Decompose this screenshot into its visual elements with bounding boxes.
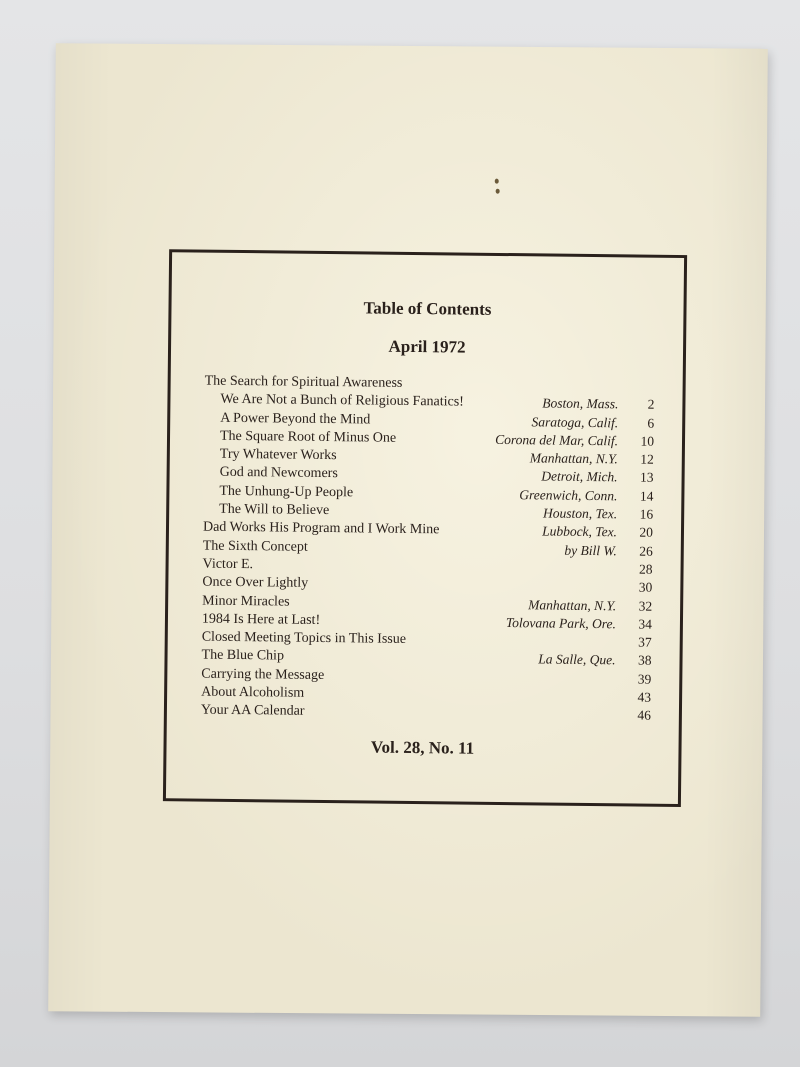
toc-entry-title: The Search for Spiritual Awareness bbox=[204, 373, 403, 391]
toc-entry-page: 2 bbox=[647, 396, 655, 413]
toc-entry-title: God and Newcomers bbox=[219, 465, 338, 482]
toc-list bbox=[201, 373, 655, 726]
toc-entry-page: 43 bbox=[637, 689, 652, 705]
toc-entry-page: 37 bbox=[638, 634, 652, 650]
toc-entry-title: Carrying the Message bbox=[201, 666, 325, 683]
toc-entry-page: 20 bbox=[639, 524, 654, 541]
toc-entry-title: Dad Works His Program and I Work Mine bbox=[202, 519, 440, 538]
issue-date: April 1972 bbox=[388, 336, 466, 357]
toc-entry-title: The Unhung-Up People bbox=[219, 483, 354, 501]
toc-entry-location: Saratoga, Calif. bbox=[531, 413, 619, 430]
toc-entry-location: Manhattan, N.Y. bbox=[528, 596, 617, 613]
toc-entry-page: 39 bbox=[637, 671, 652, 687]
toc-entry-page: 12 bbox=[640, 451, 654, 467]
toc-entry bbox=[201, 702, 651, 725]
toc-entry-location: Detroit, Mich. bbox=[541, 468, 618, 485]
toc-entry-page: 46 bbox=[637, 707, 651, 724]
toc-entry-title: The Blue Chip bbox=[201, 648, 285, 664]
toc-entry-location: by Bill W. bbox=[564, 542, 617, 558]
toc-entry-page: 14 bbox=[639, 488, 654, 504]
toc-entry-title: Your AA Calendar bbox=[200, 702, 305, 720]
toc-entry-title: The Will to Believe bbox=[219, 501, 330, 519]
toc-entry-title: Try Whatever Works bbox=[219, 446, 337, 464]
toc-entry-location: Houston, Tex. bbox=[542, 505, 618, 522]
toc-entry-location: La Salle, Que. bbox=[538, 651, 616, 668]
toc-title: Table of Contents bbox=[363, 298, 492, 319]
paper-speck bbox=[496, 189, 500, 194]
toc-entry-title: We Are Not a Bunch of Religious Fanatics! bbox=[220, 392, 464, 410]
issue-volume: Vol. 28, No. 11 bbox=[370, 737, 475, 758]
toc-entry-location: Corona del Mar, Calif. bbox=[495, 431, 619, 449]
toc-entry-title: Minor Miracles bbox=[202, 593, 290, 610]
table-of-contents-box bbox=[163, 249, 687, 807]
toc-entry-page: 6 bbox=[647, 415, 655, 431]
magazine-back-page bbox=[48, 43, 768, 1017]
toc-entry-title: Once Over Lightly bbox=[202, 574, 309, 592]
toc-entry-title: 1984 Is Here at Last! bbox=[201, 611, 321, 628]
toc-entry-title: About Alcoholism bbox=[201, 684, 305, 701]
toc-entry-page: 34 bbox=[638, 616, 653, 632]
toc-entry-page: 16 bbox=[639, 506, 654, 522]
toc-entry-page: 28 bbox=[638, 561, 653, 577]
toc-entry-page: 10 bbox=[640, 433, 655, 449]
toc-entry-title: Closed Meeting Topics in This Issue bbox=[201, 629, 407, 648]
toc-entry-title: The Sixth Concept bbox=[202, 538, 308, 555]
toc-entry-location: Greenwich, Conn. bbox=[519, 486, 618, 504]
toc-entry-location: Manhattan, N.Y. bbox=[529, 450, 618, 467]
toc-entry-page: 32 bbox=[638, 598, 653, 614]
toc-entry-location: Boston, Mass. bbox=[542, 395, 619, 412]
paper-speck bbox=[495, 179, 499, 184]
toc-entry-title: Victor E. bbox=[202, 556, 254, 573]
toc-entry-page: 38 bbox=[637, 653, 652, 669]
toc-entry-title: A Power Beyond the Mind bbox=[220, 410, 371, 428]
toc-entry-page: 13 bbox=[640, 470, 654, 486]
toc-entry-page: 26 bbox=[639, 543, 653, 559]
toc-entry-page: 30 bbox=[638, 579, 653, 595]
toc-entry-location: Tolovana Park, Ore. bbox=[505, 614, 617, 632]
toc-entry-location: Lubbock, Tex. bbox=[542, 523, 618, 540]
toc-entry-title: The Square Root of Minus One bbox=[219, 428, 397, 446]
